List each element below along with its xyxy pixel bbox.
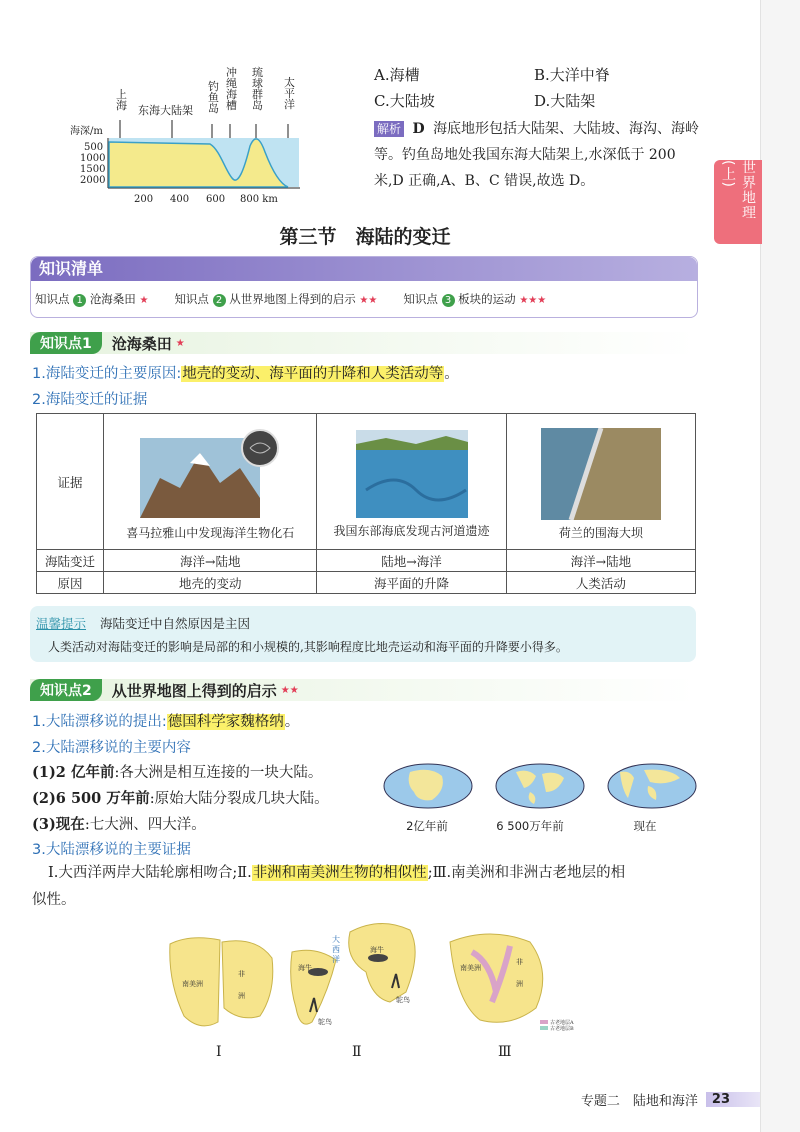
kp2-badge: 知识点2 xyxy=(30,679,102,701)
xtick: 400 xyxy=(170,194,190,205)
continental-drift-globes xyxy=(380,762,700,832)
checklist-box xyxy=(30,256,698,318)
checklist-header xyxy=(31,257,697,281)
svg-text:非洲: 非洲 xyxy=(516,958,523,988)
kp2-header xyxy=(30,679,696,701)
change-cell: 海洋→陆地 xyxy=(506,550,695,572)
checklist-title: 知识清单 xyxy=(39,259,104,278)
globe-label: 2亿年前 xyxy=(406,819,448,833)
reason-cell: 海平面的升降 xyxy=(317,572,506,594)
svg-text:南美洲: 南美洲 xyxy=(460,964,481,972)
checklist-items xyxy=(31,281,697,307)
label-ryukyu-islands: 琉球群岛 xyxy=(252,66,263,112)
xtick: 200 xyxy=(134,194,154,205)
side-tab-world-geography: 世界地理(上) xyxy=(714,160,762,244)
tip-box xyxy=(30,606,696,662)
xtick: 600 xyxy=(206,194,226,205)
drift-content-list xyxy=(32,760,329,838)
evidence-cell-dam xyxy=(506,414,695,550)
star-icon: ★ xyxy=(175,337,185,349)
ytick: 1500 xyxy=(80,164,106,175)
seafloor-profile-svg xyxy=(60,60,350,210)
himalaya-fossil-image xyxy=(140,428,280,520)
label-east-china-shelf: 东海大陆架 xyxy=(138,104,193,117)
map-numeral: Ⅰ xyxy=(216,1044,222,1060)
seafloor-profile-diagram xyxy=(60,60,350,210)
analysis-text: 海底地形包括大陆架、大陆坡、海沟、海岭等。钓鱼岛地处我国东海大陆架上,水深低于 200 米,D 正确,A、B、C 错误,故选 D。 xyxy=(374,121,700,189)
kp1-point1: 1.海陆变迁的主要原因:地壳的变动、海平面的升降和人类活动等。 xyxy=(32,366,459,382)
caption-dam: 荷兰的围海大坝 xyxy=(558,526,643,540)
kp1-header xyxy=(30,332,696,354)
footer-chapter: 专题二 陆地和海洋 xyxy=(580,1093,698,1109)
row-header-evidence: 证据 xyxy=(37,414,104,550)
svg-text:海牛: 海牛 xyxy=(298,964,312,972)
checklist-item-3[interactable]: 知识点 3 板块的运动 ★★★ xyxy=(403,292,547,306)
caption-himalaya: 喜马拉雅山中发现海洋生物化石 xyxy=(126,526,295,540)
label-okinawa-trough: 冲绳海槽 xyxy=(226,66,237,112)
star-icon: ★★ xyxy=(280,684,299,696)
drift-item: (2)6 500 万年前:原始大陆分裂成几块大陆。 xyxy=(32,790,329,807)
footer xyxy=(540,1089,760,1109)
label-arrows xyxy=(120,120,288,138)
num-badge: 2 xyxy=(213,294,226,307)
star-icon: ★ xyxy=(139,295,149,306)
star-icon: ★★ xyxy=(359,295,378,306)
analysis-block xyxy=(374,116,704,194)
netherlands-dam-image xyxy=(541,428,661,520)
label-diaoyu-island: 钓鱼岛 xyxy=(208,80,219,115)
change-cell: 陆地→海洋 xyxy=(317,550,506,572)
svg-text:南美洲: 南美洲 xyxy=(182,980,203,988)
option-d: D.大陆架 xyxy=(534,92,596,110)
num-badge: 3 xyxy=(442,294,455,307)
svg-text:鸵鸟: 鸵鸟 xyxy=(396,996,410,1004)
kp2-point3: 3.大陆漂移说的主要证据 xyxy=(32,842,191,858)
row-header-change: 海陆变迁 xyxy=(37,550,104,572)
svg-text:大西洋: 大西洋 xyxy=(332,935,340,964)
svg-text:古老地层A: 古老地层A xyxy=(550,1020,574,1026)
page-number: 23 xyxy=(706,1092,760,1107)
kp1-badge: 知识点1 xyxy=(30,332,102,354)
kp2-title: 从世界地图上得到的启示 xyxy=(111,681,277,700)
reason-cell: 人类活动 xyxy=(506,572,695,594)
num-badge: 1 xyxy=(73,294,86,307)
drift-evidence-text: Ⅰ.大西洋两岸大陆轮廓相吻合;Ⅱ.非洲和南美洲生物的相似性;Ⅲ.南美洲和非洲古老地层的相 xyxy=(48,865,626,881)
globes-svg xyxy=(380,762,700,812)
drift-item: (3)现在:七大洲、四大洋。 xyxy=(32,816,206,833)
label-pacific-ocean: 太平洋 xyxy=(284,76,295,111)
evidence-table xyxy=(36,413,696,594)
option-a: A.海槽 xyxy=(374,66,420,84)
ytick: 2000 xyxy=(80,175,106,186)
map-numeral: Ⅲ xyxy=(498,1044,512,1060)
kp2-point1: 1.大陆漂移说的提出:德国科学家魏格纳。 xyxy=(32,714,300,730)
kp1-point2: 2.海陆变迁的证据 xyxy=(32,392,148,408)
svg-text:海牛: 海牛 xyxy=(370,946,384,954)
ytick: 500 xyxy=(84,142,104,153)
evidence-cell-river xyxy=(317,414,506,550)
evidence-maps-svg xyxy=(160,912,600,1038)
star-icon: ★★★ xyxy=(519,295,547,306)
svg-text:鸵鸟: 鸵鸟 xyxy=(318,1018,332,1026)
evidence-maps xyxy=(160,912,600,1062)
tip-title: 海陆变迁中自然原因是主因 xyxy=(100,616,251,631)
svg-text:古老地层B: 古老地层B xyxy=(550,1026,574,1032)
evidence-cell-himalaya xyxy=(104,414,317,550)
label-shanghai: 上海 xyxy=(116,88,127,112)
ylabel: 海深/m xyxy=(70,126,103,137)
map-numeral: Ⅱ xyxy=(352,1044,362,1060)
xtick: 800 km xyxy=(240,194,278,205)
checklist-item-1[interactable]: 知识点 1 沧海桑田 ★ xyxy=(35,292,149,306)
globe-label: 现在 xyxy=(633,819,657,833)
analysis-tag: 解析 xyxy=(374,121,404,137)
row-header-reason: 原因 xyxy=(37,572,104,594)
checklist-item-2[interactable]: 知识点 2 从世界地图上得到的启示 ★★ xyxy=(174,292,378,306)
tip-text: 人类活动对海陆变迁的影响是局部的和小规模的,其影响程度比地壳运动和海平面的升降要小得多。 xyxy=(48,640,568,654)
svg-text:非洲: 非洲 xyxy=(238,970,245,1000)
section-title: 第三节 海陆的变迁 xyxy=(279,226,451,248)
kp2-point2: 2.大陆漂移说的主要内容 xyxy=(32,740,191,756)
drift-item: (1)2 亿年前:各大洲是相互连接的一块大陆。 xyxy=(32,764,323,781)
globe-label: 6 500万年前 xyxy=(496,819,564,833)
option-c: C.大陆坡 xyxy=(374,92,435,110)
option-b: B.大洋中脊 xyxy=(534,66,610,84)
page-edge xyxy=(760,0,800,1132)
seabed-profile xyxy=(109,139,288,187)
change-cell: 海洋→陆地 xyxy=(104,550,317,572)
analysis-answer: D xyxy=(412,121,425,137)
reason-cell: 地壳的变动 xyxy=(104,572,317,594)
caption-river: 我国东部海底发现古河道遗迹 xyxy=(333,524,490,538)
kp1-title: 沧海桑田 xyxy=(111,334,172,353)
ytick: 1000 xyxy=(80,153,106,164)
drift-evidence-text-end: 似性。 xyxy=(32,892,76,908)
tip-label: 温馨提示 xyxy=(36,616,87,631)
ancient-river-image xyxy=(356,430,468,518)
